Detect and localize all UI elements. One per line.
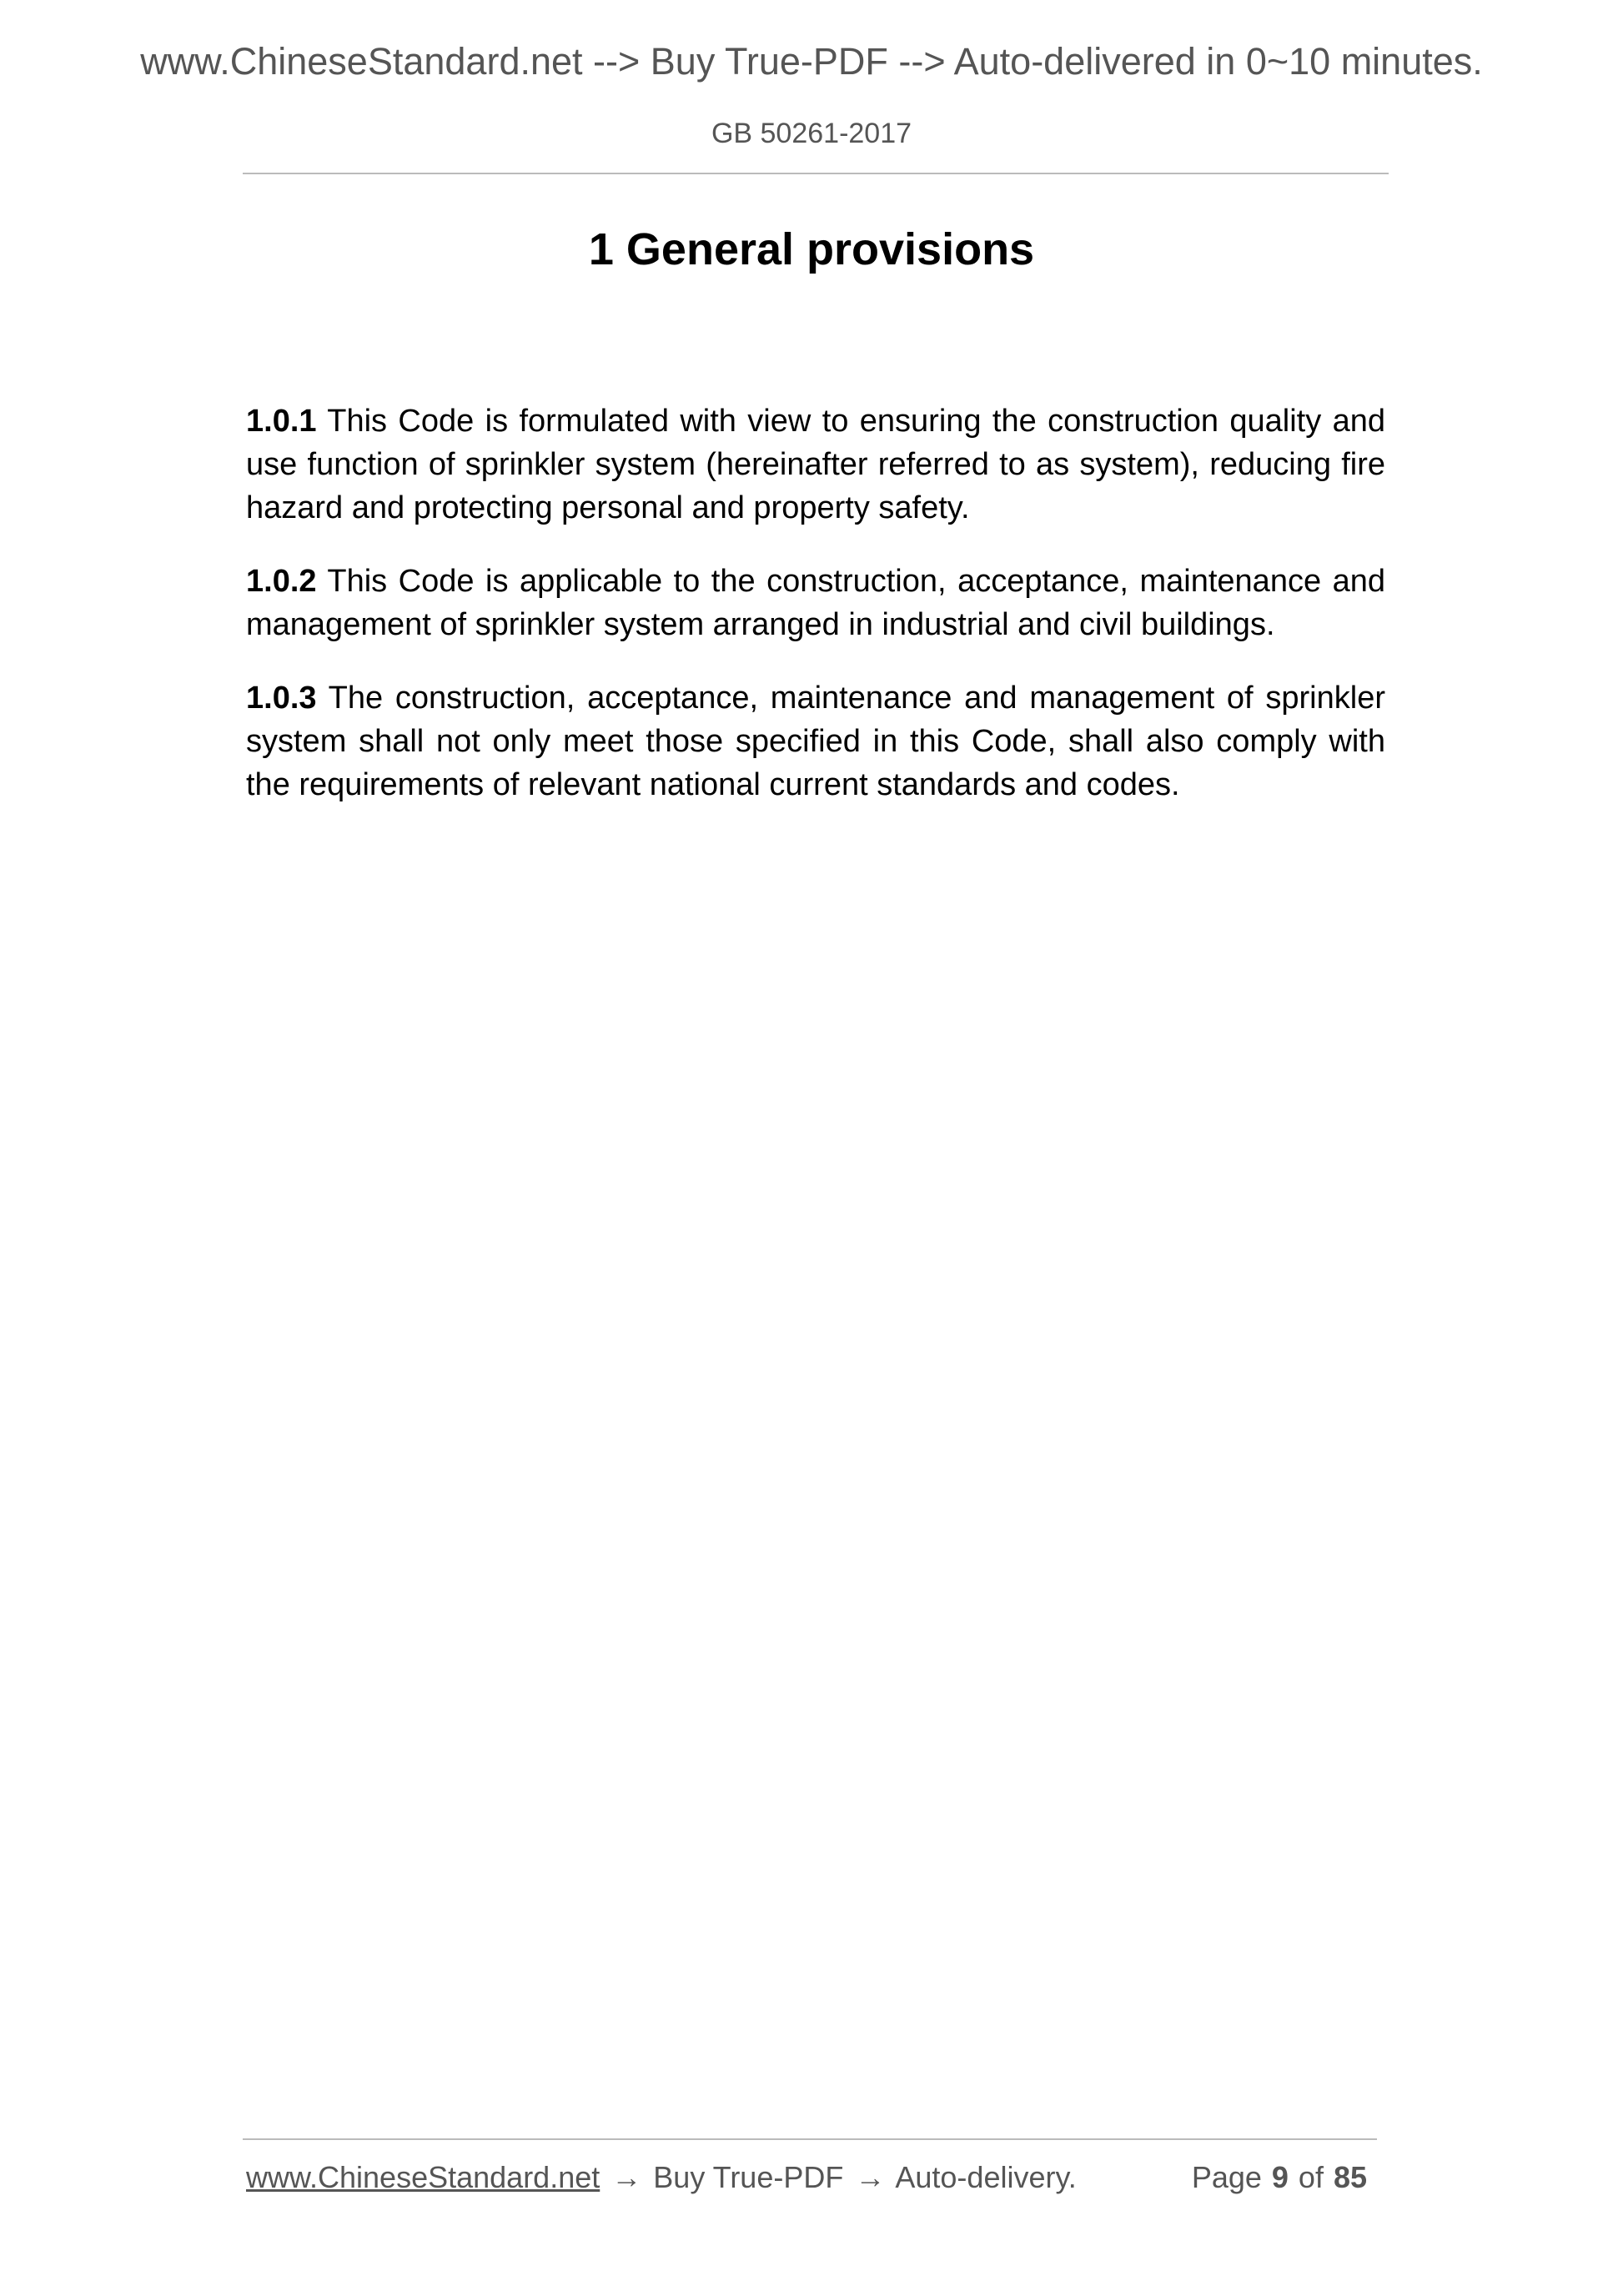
section-title: 1 General provisions — [588, 224, 1035, 274]
arrow-right-icon: → — [855, 2160, 886, 2194]
document-code: GB 50261-2017 — [711, 118, 912, 149]
clause-text: This Code is applicable to the construction, acceptance, maintenance and management of sprinkler system arranged in industrial and civil buildings. — [246, 564, 1385, 642]
clause-text: This Code is formulated with view to ensuring the construction quality and use function of sprinkler system (hereinafter referred to as system), reducing fire hazard and protecting personal and property safety. — [246, 404, 1386, 525]
clause-1-0-2 — [246, 560, 1385, 646]
page-label: Page — [1191, 2160, 1262, 2194]
page-of-label: of — [1298, 2160, 1324, 2194]
clause-1-0-1 — [246, 399, 1385, 530]
clause-text: The construction, acceptance, maintenance and management of sprinkler system shall not only meet those specified in this Code, shall also comply with the requirements of relevant national current standards and codes. — [246, 681, 1385, 802]
top-banner: www.ChineseStandard.net --> Buy True-PDF --> Auto-delivered in 0~10 minutes. — [140, 40, 1483, 83]
clause-1-0-3 — [246, 676, 1385, 806]
clause-number: 1.0.1 — [246, 404, 317, 439]
auto-delivery-text: Auto-delivery. — [895, 2160, 1077, 2194]
clause-number: 1.0.2 — [246, 564, 317, 599]
clause-number: 1.0.3 — [246, 681, 317, 716]
buy-true-pdf-text: Buy True-PDF — [653, 2160, 844, 2194]
footer-promo — [246, 2160, 1077, 2195]
clause-list — [246, 399, 1385, 837]
arrow-right-icon: → — [611, 2160, 642, 2194]
website-link[interactable]: www.ChineseStandard.net — [246, 2160, 600, 2194]
total-page-number: 85 — [1333, 2160, 1367, 2194]
header-divider — [243, 173, 1389, 174]
footer-divider — [243, 2138, 1377, 2140]
page-indicator — [1192, 2160, 1377, 2195]
current-page-number: 9 — [1271, 2160, 1289, 2194]
